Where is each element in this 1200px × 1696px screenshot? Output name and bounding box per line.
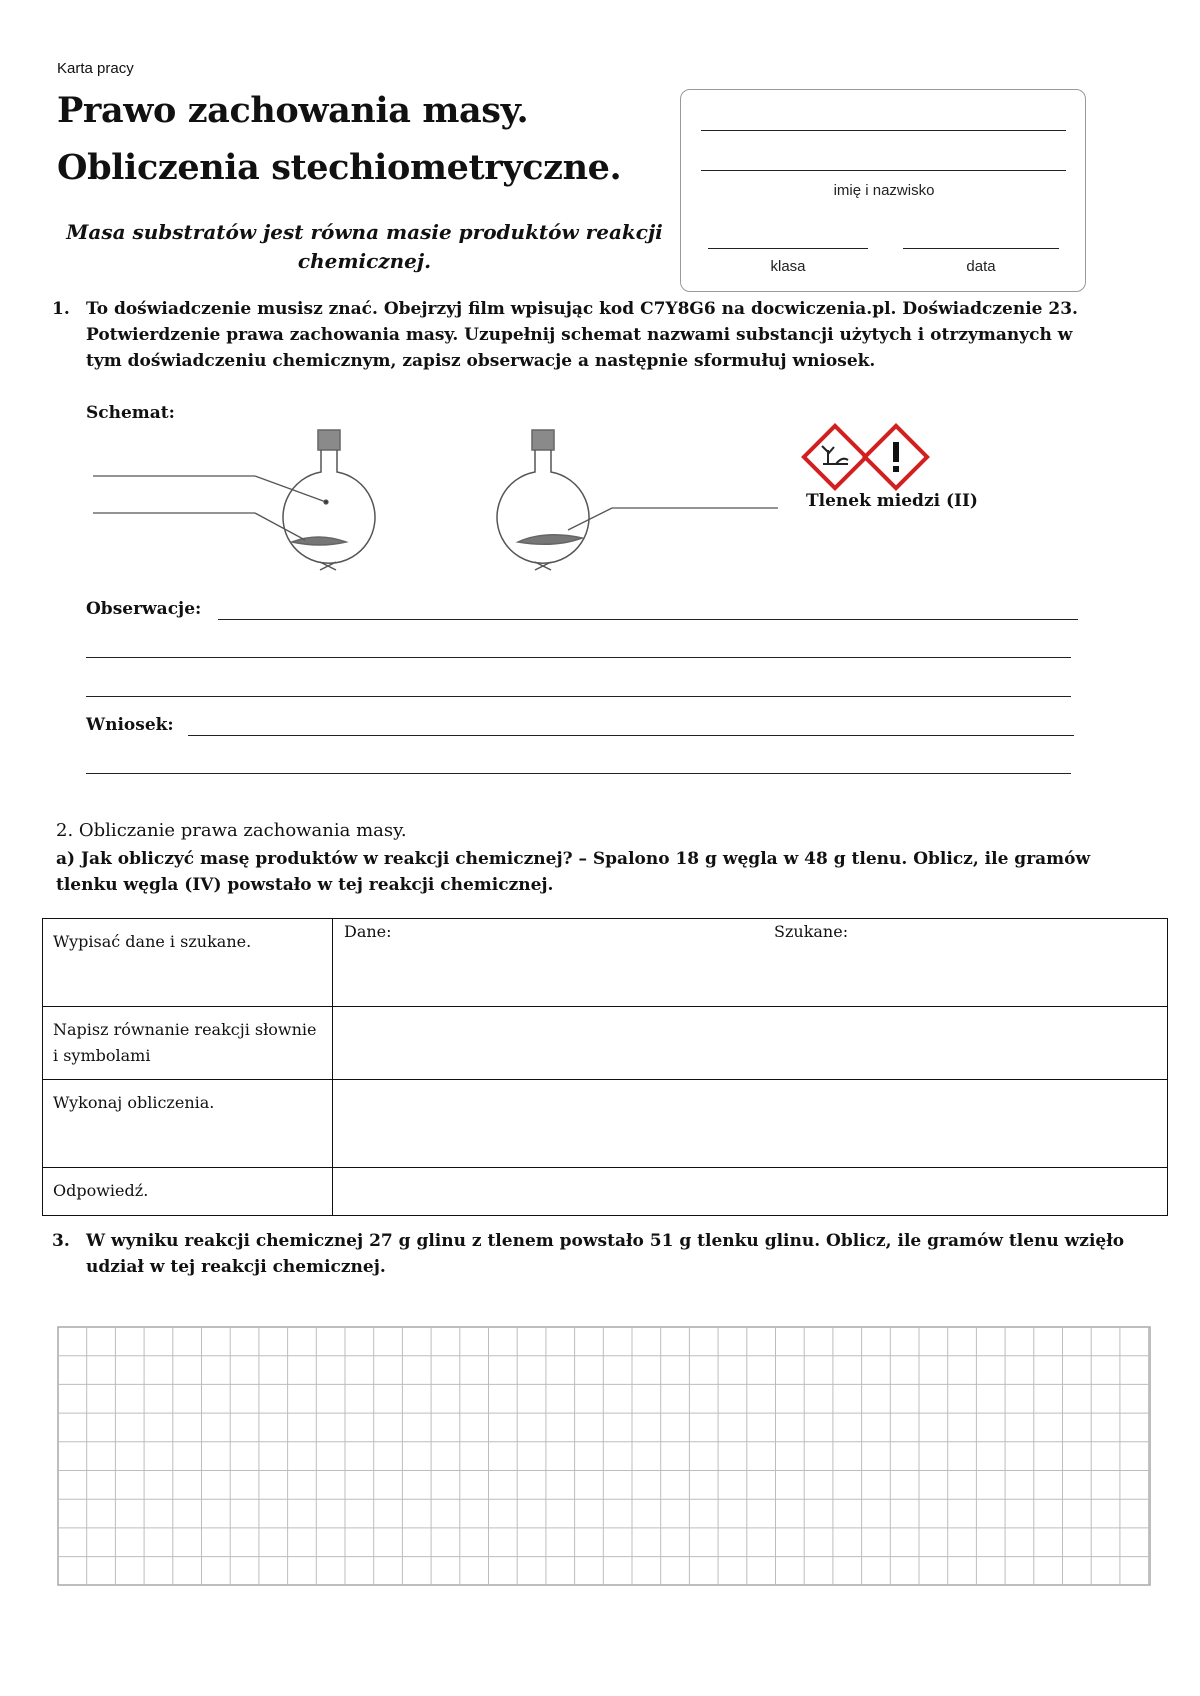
flask-left [283,430,375,570]
observations-line-1[interactable] [218,619,1078,620]
conclusion-line-2[interactable] [86,773,1071,774]
student-info-box [680,89,1086,292]
szukane-label: Szukane: [774,922,849,941]
date-line[interactable] [903,248,1059,249]
exclamation-hazard-icon [865,426,927,488]
table-label-data: Wypisać dane i szukane. [43,919,333,1007]
table-label-answer: Odpowiedź. [43,1168,333,1216]
schema-label: Schemat: [86,403,175,423]
table-row-calculations [43,1080,1168,1168]
task2-question: a) Jak obliczyć masę produktów w reakcji chemicznej? – Spalono 18 g węgla w 48 g tlenu. Oblicz, ile gramów tlenku węgla (IV) powstało w tej reakcji chemicznej. [56,849,1091,895]
class-line[interactable] [708,248,868,249]
environment-hazard-icon [804,426,866,488]
name-line-2[interactable] [701,170,1066,171]
task3-instructions: W wyniku reakcji chemicznej 27 g glinu z tlenem powstało 51 g tlenku glinu. Oblicz, ile gramów tlenu wzięło udział w tej reakcji chemicznej. [86,1231,1125,1277]
grid-border [58,1327,1150,1585]
name-line-1[interactable] [701,130,1066,131]
table-row-equation [43,1007,1168,1080]
table-cell-data[interactable] [333,919,1168,1007]
page-subtitle: Masa substratów jest równa masie produktów reakcji chemicznej. [66,220,663,273]
table-row-answer [43,1168,1168,1216]
table-cell-calculations[interactable] [333,1080,1168,1168]
grid-paper[interactable] [57,1326,1153,1588]
flask-right [497,430,589,570]
calculation-table [42,918,1168,1216]
hazard-substance-label: Tlenek miedzi (II) [806,491,978,511]
table-label-calculations: Wykonaj obliczenia. [43,1080,333,1168]
name-caption: imię i nazwisko [833,182,935,199]
conclusion-label: Wniosek: [86,715,174,735]
conclusion-line-1[interactable] [188,735,1074,736]
observations-label: Obserwacje: [86,599,202,619]
class-caption: klasa [770,258,806,275]
task1-number: 1. [52,299,70,319]
table-label-equation: Napisz równanie reakcji słownie i symbolami [43,1007,333,1080]
table-row-data [43,919,1168,1007]
observations-line-3[interactable] [86,696,1071,697]
dane-label: Dane: [344,922,392,941]
label-line-right [568,508,778,530]
label-lines-left [93,476,328,540]
task1-instructions: To doświadczenie musisz znać. Obejrzyj film wpisując kod C7Y8G6 na docwiczenia.pl. Doświadczenie 23. Potwierdzenie prawa zachowania masy. Uzupełnij schemat nazwami substancji użytych i otrzymanych w tym doświadczeniu chemicznym, zapisz obserwacje a następnie sformułuj wniosek. [86,299,1078,371]
worksheet-label: Karta pracy [57,60,134,77]
task2-title: 2. Obliczanie prawa zachowania masy. [56,820,407,841]
page-title-line-2: Obliczenia stechiometryczne. [57,147,622,188]
page-title-line-1: Prawo zachowania masy. [57,90,529,131]
date-caption: data [966,258,996,275]
observations-line-2[interactable] [86,657,1071,658]
table-cell-equation[interactable] [333,1007,1168,1080]
table-cell-answer[interactable] [333,1168,1168,1216]
task3-number: 3. [52,1231,70,1251]
